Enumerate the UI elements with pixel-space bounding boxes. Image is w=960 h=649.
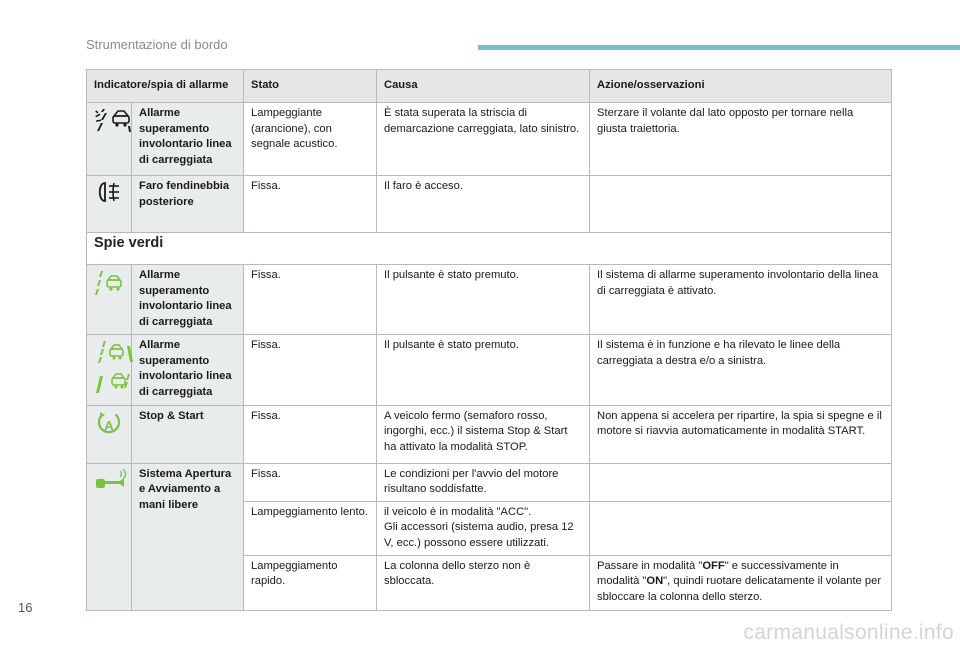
icon-cell <box>87 335 132 406</box>
column-header-azione: Azione/osservazioni <box>590 70 892 103</box>
azione-cell: Il sistema di allarme superamento involontario della linea di carreggiata è attivato. <box>590 265 892 335</box>
table-row <box>87 405 892 463</box>
stato-cell: Lampeggiante (arancione), con segnale acustico. <box>244 103 377 176</box>
icon-cell <box>87 463 132 610</box>
keyless-start-icon <box>94 467 130 493</box>
indicator-name: Allarme superamento involontario linea di carreggiata <box>132 335 244 406</box>
warning-lights-table <box>86 69 892 611</box>
column-header-indicator: Indicatore/spia di allarme <box>87 70 244 103</box>
azione-cell <box>590 463 892 501</box>
azione-cell <box>590 501 892 555</box>
icon-cell <box>87 176 132 233</box>
causa-cell: Il pulsante è stato premuto. <box>377 265 590 335</box>
azione-text: ", quindi ruotare delicatamente il volante per sbloccare la colonna dello sterzo. <box>597 575 882 603</box>
icon-cell <box>87 405 132 463</box>
stato-cell: Fissa. <box>244 176 377 233</box>
indicator-name: Stop & Start <box>132 405 244 463</box>
table-row <box>87 463 892 501</box>
table-row <box>87 176 892 233</box>
azione-text: " e successivamente in modalità " <box>597 559 839 588</box>
causa-line: il veicolo è in modalità "ACC". <box>384 505 532 518</box>
indicator-name: Sistema Apertura e Avviamento a mani libere <box>132 463 244 610</box>
stato-cell: Fissa. <box>244 265 377 335</box>
table-header-row <box>87 70 892 103</box>
mode-off-label: OFF <box>702 559 725 572</box>
icon-cell <box>87 265 132 335</box>
causa-cell: A veicolo fermo (semaforo rosso, ingorghi, ecc.) il sistema Stop & Start ha attivato la modalità STOP. <box>377 405 590 463</box>
mode-on-label: ON <box>646 575 664 588</box>
causa-cell <box>377 501 590 555</box>
causa-cell: Il pulsante è stato premuto. <box>377 335 590 406</box>
azione-cell <box>590 176 892 233</box>
stato-cell: Fissa. <box>244 335 377 406</box>
indicator-name: Allarme superamento involontario linea di carreggiata <box>132 265 244 335</box>
section-row <box>87 233 892 265</box>
table-row <box>87 335 892 406</box>
stato-cell: Fissa. <box>244 463 377 501</box>
column-header-causa: Causa <box>377 70 590 103</box>
table-row <box>87 103 892 176</box>
stop-start-icon <box>94 409 124 439</box>
causa-cell: È stata superata la striscia di demarcazione carreggiata, lato sinistro. <box>377 103 590 176</box>
icon-cell <box>87 103 132 176</box>
section-title-cell <box>87 233 892 265</box>
indicator-name: Allarme superamento involontario linea di carreggiata <box>132 103 244 176</box>
rear-fog-lamp-icon <box>94 179 128 205</box>
azione-text: Passare in modalità " <box>597 559 703 572</box>
svg-text:A: A <box>104 417 114 433</box>
causa-cell: Il faro è acceso. <box>377 176 590 233</box>
stato-cell: Lampeggiamento lento. <box>244 501 377 555</box>
azione-cell <box>590 555 892 610</box>
causa-line: Gli accessori (sistema audio, presa 12 V, ecc.) possono essere utilizzati. <box>384 521 574 549</box>
lane-assist-lines-icon <box>94 338 134 396</box>
causa-cell: La colonna dello sterzo non è sbloccata. <box>377 555 590 610</box>
lane-departure-warning-icon <box>94 106 134 134</box>
table-row <box>87 265 892 335</box>
page-number: 16 <box>18 600 33 615</box>
azione-cell: Sterzare il volante dal lato opposto per tornare nella giusta traiettoria. <box>590 103 892 176</box>
causa-cell: Le condizioni per l'avvio del motore risultano soddisfatte. <box>377 463 590 501</box>
header-accent-bar <box>478 45 960 50</box>
lane-assist-icon <box>94 268 124 298</box>
azione-cell: Non appena si accelera per ripartire, la spia si spegne e il motore si riavvia automaticamente in modalità START. <box>590 405 892 463</box>
indicator-name: Faro fendinebbia posteriore <box>132 176 244 233</box>
watermark: carmanualsonline.info <box>743 621 954 644</box>
azione-cell: Il sistema è in funzione e ha rilevato le linee della carreggiata a destra e/o a sinistra. <box>590 335 892 406</box>
stato-cell: Fissa. <box>244 405 377 463</box>
page-header-title: Strumentazione di bordo <box>86 37 228 52</box>
stato-cell: Lampeggiamento rapido. <box>244 555 377 610</box>
section-title: Spie verdi <box>94 235 164 251</box>
column-header-stato: Stato <box>244 70 377 103</box>
